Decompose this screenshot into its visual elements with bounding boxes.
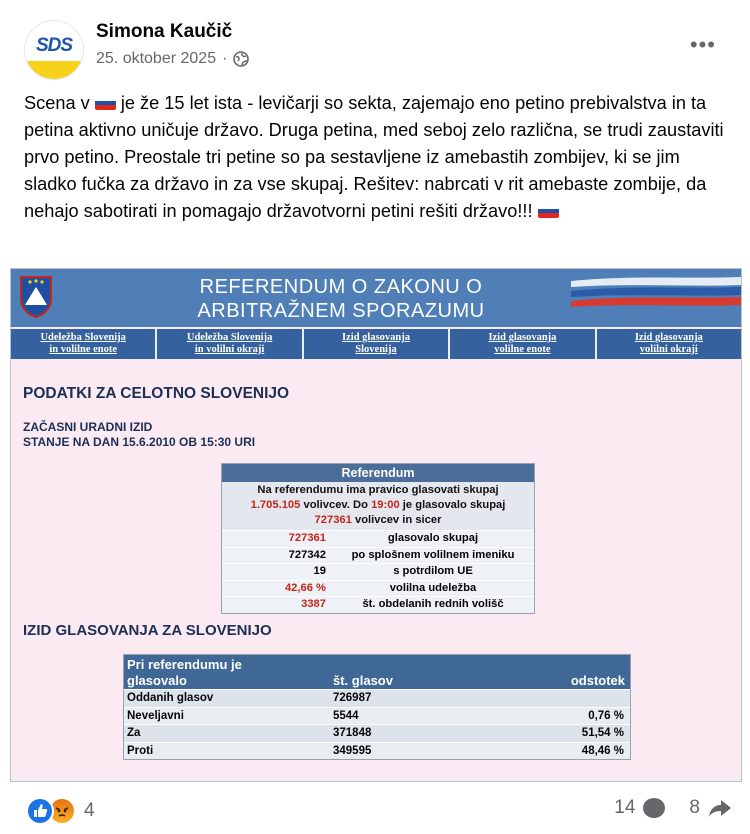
avatar-logo-text: SDS bbox=[35, 35, 73, 56]
post-text bbox=[24, 90, 724, 225]
table-cell bbox=[483, 690, 630, 707]
header-label: glasovalo bbox=[127, 673, 187, 688]
table-cell: Za bbox=[127, 727, 141, 739]
desc-line2 bbox=[226, 498, 530, 513]
nav-link-label: Izid glasovanja bbox=[342, 332, 410, 343]
nav-link-udelezba-okraji[interactable] bbox=[157, 329, 303, 359]
comment-icon[interactable] bbox=[643, 798, 665, 818]
row-value: 19 bbox=[313, 565, 326, 577]
desc-line1: Na referendumu ima pravico glasovati skupaj bbox=[257, 484, 499, 496]
meta-separator: · bbox=[222, 50, 228, 67]
vote-results-table bbox=[123, 654, 631, 760]
post-image[interactable] bbox=[10, 268, 742, 782]
image-banner bbox=[11, 269, 741, 327]
closing-time: 19:00 bbox=[371, 499, 400, 511]
flag-stripes-decoration bbox=[571, 273, 741, 313]
nav-link-udelezba-enote[interactable] bbox=[11, 329, 157, 359]
nav-link-izid-slovenija[interactable] bbox=[304, 329, 450, 359]
row-label: s potrdilom UE bbox=[393, 565, 473, 577]
post-date[interactable]: 25. oktober 2025 bbox=[96, 50, 217, 67]
image-nav-row bbox=[11, 329, 741, 359]
referendum-box-title: Referendum bbox=[222, 464, 534, 482]
nav-link-label: volilne enote bbox=[494, 344, 551, 355]
voted-total: 727361 bbox=[314, 514, 352, 526]
post-stats bbox=[614, 797, 732, 819]
table-header bbox=[124, 655, 630, 689]
share-icon[interactable] bbox=[708, 798, 732, 818]
header-label: Pri referendumu je bbox=[127, 657, 242, 672]
avatar-yellow-band bbox=[25, 61, 83, 79]
banner-title bbox=[131, 275, 551, 323]
desc-text: je glasovalo skupaj bbox=[399, 499, 506, 511]
desc-text: volivcev in sicer bbox=[351, 514, 442, 526]
referendum-row bbox=[222, 580, 534, 597]
table-cell: Proti bbox=[127, 744, 154, 757]
referendum-row bbox=[222, 547, 534, 564]
referendum-row bbox=[222, 563, 534, 580]
row-value: 3387 bbox=[301, 598, 326, 610]
referendum-box bbox=[221, 463, 535, 614]
slovenia-flag-icon bbox=[95, 96, 116, 110]
row-value: 727361 bbox=[288, 532, 326, 544]
row-value: 42,66 % bbox=[284, 581, 326, 594]
more-options-button[interactable]: ••• bbox=[689, 32, 716, 57]
like-reaction-icon bbox=[26, 797, 54, 825]
post-meta bbox=[96, 50, 249, 68]
nav-link-label: in volilne enote bbox=[49, 344, 118, 355]
reaction-count[interactable]: 4 bbox=[84, 800, 95, 821]
row-label: glasovalo skupaj bbox=[387, 532, 479, 544]
status-line1: ZAČASNI URADNI IZID bbox=[23, 420, 153, 434]
nav-link-label: volilni okraji bbox=[639, 344, 698, 355]
nav-link-label: Izid glasovanja bbox=[488, 332, 557, 343]
table-cell: 5544 bbox=[333, 709, 359, 722]
globe-icon[interactable] bbox=[233, 51, 249, 67]
table-row bbox=[124, 724, 630, 742]
row-label: po splošnem volilnem imeniku bbox=[351, 548, 515, 561]
comment-count[interactable]: 14 bbox=[614, 797, 636, 818]
avatar[interactable] bbox=[24, 20, 84, 80]
table-cell: 726987 bbox=[333, 692, 372, 704]
banner-title-line1: REFERENDUM O ZAKONU O bbox=[199, 276, 483, 298]
eligible-voters: 1.705.105 bbox=[250, 499, 301, 511]
desc-line3 bbox=[226, 513, 530, 528]
referendum-box-description bbox=[222, 482, 534, 530]
section-heading-results: IZID GLASOVANJA ZA SLOVENIJO bbox=[23, 622, 272, 639]
nav-link-label: Izid glasovanja bbox=[634, 332, 703, 343]
reactions[interactable] bbox=[26, 797, 95, 825]
table-cell: 48,46 % bbox=[581, 744, 624, 757]
coat-of-arms-icon bbox=[19, 275, 53, 319]
referendum-rows bbox=[222, 530, 534, 613]
table-cell: 349595 bbox=[333, 744, 372, 757]
nav-link-label: Udeležba Slovenija bbox=[40, 332, 126, 343]
nav-link-izid-okraji[interactable] bbox=[597, 329, 741, 359]
row-value: 727342 bbox=[288, 548, 326, 561]
table-cell: Neveljavni bbox=[127, 709, 184, 722]
author-name[interactable]: Simona Kaučič bbox=[96, 21, 233, 42]
nav-link-izid-enote[interactable] bbox=[450, 329, 596, 359]
row-label: volilna udeležba bbox=[389, 581, 477, 594]
post-text-part2: je že 15 let ista - levičarji so sekta, zajemajo eno petino prebivalstva in ta petina aktivno uničuje državo. Druga petina, med seboj zelo različna, se trudi zaustaviti prvo petino. Preostale tri petine so pa sestavljene iz amebastih zombijev, ki se jim sladko fučka za državo in za vse skupaj. Rešitev: nabrcati v rit amebaste zombije, da nehajo sabotirati in pomagajo državotvorni petini rešiti državo!!! bbox=[24, 93, 724, 221]
table-cell: 0,76 % bbox=[588, 709, 624, 722]
table-body bbox=[124, 689, 630, 759]
desc-text: volivcev. Do bbox=[300, 499, 372, 511]
nav-link-label: Udeležba Slovenija bbox=[186, 332, 273, 343]
slovenia-flag-icon bbox=[538, 204, 559, 218]
table-cell: 51,54 % bbox=[581, 727, 624, 739]
section-heading-data: PODATKI ZA CELOTNO SLOVENIJO bbox=[23, 385, 290, 402]
table-row bbox=[124, 689, 630, 707]
header-col-votes: št. glasov bbox=[333, 673, 393, 688]
referendum-row bbox=[222, 596, 534, 613]
table-cell: Oddanih glasov bbox=[127, 692, 214, 704]
table-row bbox=[124, 707, 630, 725]
nav-link-label: Slovenija bbox=[355, 344, 397, 355]
share-count[interactable]: 8 bbox=[689, 797, 700, 818]
status-line2: STANJE NA DAN 15.6.2010 OB 15:30 URI bbox=[23, 435, 256, 449]
header-col-percent: odstotek bbox=[570, 673, 625, 688]
header-col-voted bbox=[127, 657, 242, 689]
banner-title-line2: ARBITRAŽNEM SPORAZUMU bbox=[197, 300, 485, 322]
referendum-row bbox=[222, 530, 534, 547]
table-cell: 371848 bbox=[333, 727, 372, 739]
post-text-part1: Scena v bbox=[24, 93, 95, 113]
row-label: št. obdelanih rednih volišč bbox=[362, 598, 504, 610]
nav-link-label: in volilni okraji bbox=[194, 344, 265, 355]
table-row bbox=[124, 742, 630, 760]
result-status bbox=[23, 420, 255, 450]
